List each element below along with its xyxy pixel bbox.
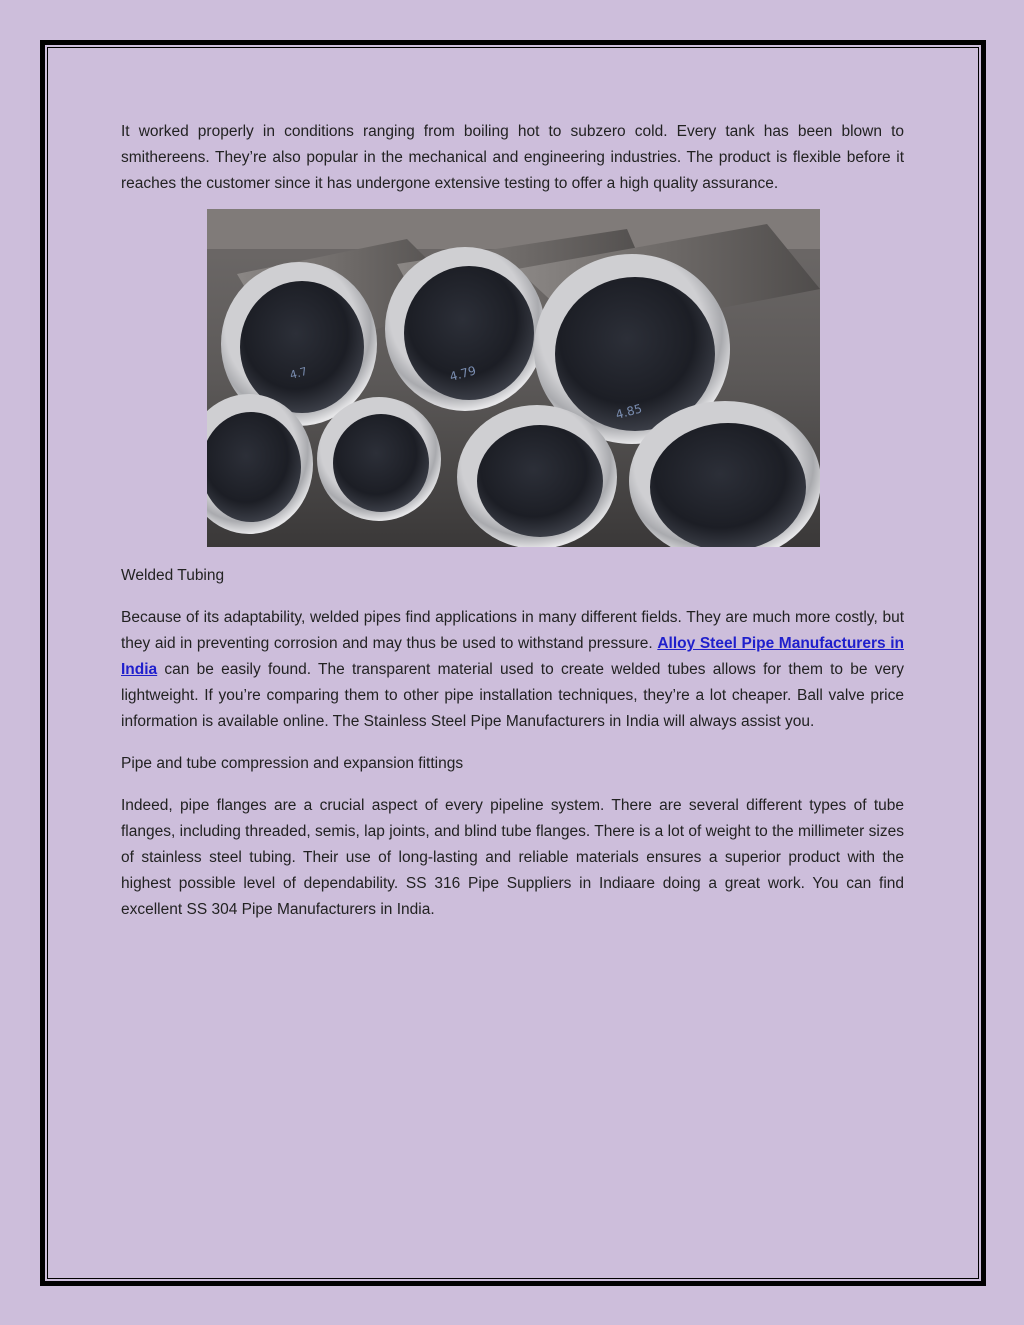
- welded-tubing-heading: Welded Tubing: [121, 567, 225, 584]
- pipe-mark-1: 4.7: [288, 364, 309, 382]
- welded-text-part2: can be easily found. The transparent material used to create welded tubes allows for them to be very lightweight. If you’re comparing them to other pipe installation techniques, they’re a lot cheaper. Ball valve price information is available online. The Stainless Steel Pipe Manufacturers in India will always assist you.: [121, 661, 904, 730]
- intro-paragraph: It worked properly in conditions ranging from boiling hot to subzero cold. Every tank has been blown to smithereens. They’re also popular in the mechanical and engineering industries. The product is flexible before it reaches the customer since it has undergone extensive testing to offer a high quality assurance.: [121, 123, 904, 192]
- pipe-mark-2: 4.79: [448, 363, 478, 384]
- welded-tubing-paragraph: [121, 605, 904, 735]
- alloy-steel-pipe-link[interactable]: Alloy Steel Pipe Manufacturers in India: [121, 635, 904, 678]
- welded-text-part1: Because of its adaptability, welded pipes find applications in many different fields. They are much more costly, but they aid in preventing corrosion and may thus be used to withstand pressure.: [121, 609, 904, 652]
- fittings-heading: Pipe and tube compression and expansion fittings: [121, 755, 464, 772]
- steel-pipes-photo: [207, 209, 820, 547]
- document-body: [121, 119, 904, 923]
- pipe-mark-3: 4.85: [614, 401, 644, 422]
- fittings-paragraph: Indeed, pipe flanges are a crucial aspect of every pipeline system. There are several different types of tube flanges, including threaded, semis, lap joints, and blind tube flanges. There is a lot of weight to the millimeter sizes of stainless steel tubing. Their use of long-lasting and reliable materials ensures a superior product with the highest possible level of dependability. SS 316 Pipe Suppliers in Indiaare doing a great work. You can find excellent SS 304 Pipe Manufacturers in India.: [121, 797, 904, 918]
